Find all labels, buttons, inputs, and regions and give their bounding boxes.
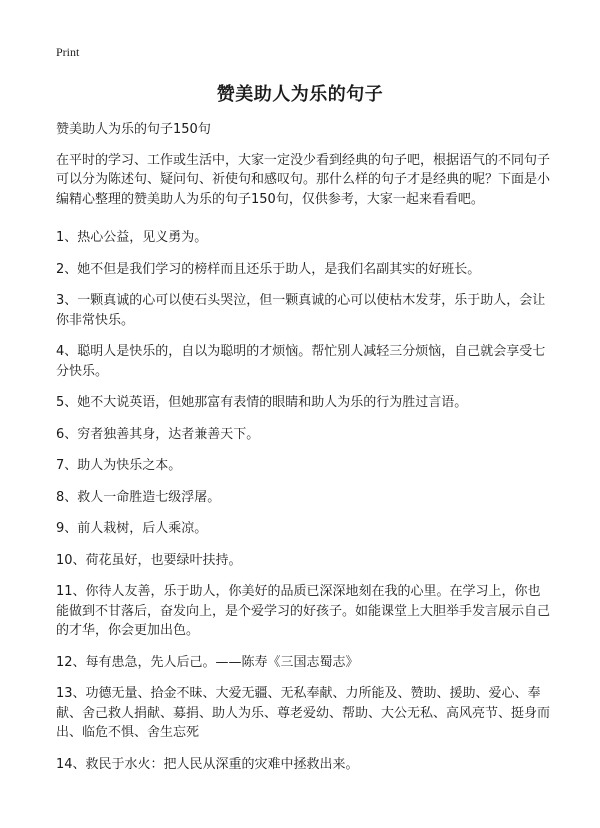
page-title: 赞美助人为乐的句子: [216, 84, 384, 105]
list-item: 7、助人为快乐之本。: [56, 458, 182, 473]
list-item: 12、每有患急，先人后己。——陈寿《三国志蜀志》: [56, 654, 359, 670]
list-item: 11、你待人友善，乐于助人，你美好的品质已深深地刻在我的心里。在学习上，你也能做到不甘落后，奋发向上，是个爱学习的好孩子。如能课堂上大胆举手发言展示自己的才华，你会更加出色。: [56, 584, 551, 638]
list-item: 10、荷花虽好，也要绿叶扶持。: [56, 552, 242, 568]
print-link[interactable]: Print: [56, 45, 80, 59]
list-item: 6、穷者独善其身，达者兼善天下。: [56, 426, 260, 442]
article-subtitle: 赞美助人为乐的句子150句: [56, 122, 211, 137]
list-item: 1、热心公益，见义勇为。: [56, 230, 208, 245]
article-body: [56, 120, 552, 786]
list-item: 9、前人栽树，后人乘凉。: [56, 521, 208, 536]
list-item: 4、聪明人是快乐的，自以为聪明的才烦恼。帮忙别人减轻三分烦恼，自己就会享受七分快乐。: [56, 344, 546, 379]
list-item: 5、她不大说英语，但她那富有表情的眼睛和助人为乐的行为胜过言语。: [56, 395, 468, 410]
article-intro: 在平时的学习、工作或生活中，大家一定没少看到经典的句子吧，根据语气的不同句子可以分为陈述句、疑问句、祈使句和感叹句。那什么样的句子才是经典的呢？下面是小编精心整理的赞美助人为乐的句子150句，仅供参考，大家一起来看看吧。: [56, 152, 551, 207]
list-item: 3、一颗真诚的心可以使石头哭泣，但一颗真诚的心可以使枯木发芽，乐于助人，会让你非常快乐。: [56, 293, 546, 328]
list-item: 2、她不但是我们学习的榜样而且还乐于助人，是我们名副其实的好班长。: [56, 261, 481, 277]
list-item: 8、救人一命胜造七级浮屠。: [56, 489, 221, 505]
list-item: 14、救民于水火：把人民从深重的灾难中拯救出来。: [56, 756, 359, 772]
list-item: 13、功德无量、拾金不昧、大爱无疆、无私奉献、力所能及、赞助、援助、爱心、奉献、舍己救人捐献、募捐、助人为乐、尊老爱幼、帮助、大公无私、高风亮节、挺身而出、临危不惧、舍生忘死: [56, 686, 551, 740]
